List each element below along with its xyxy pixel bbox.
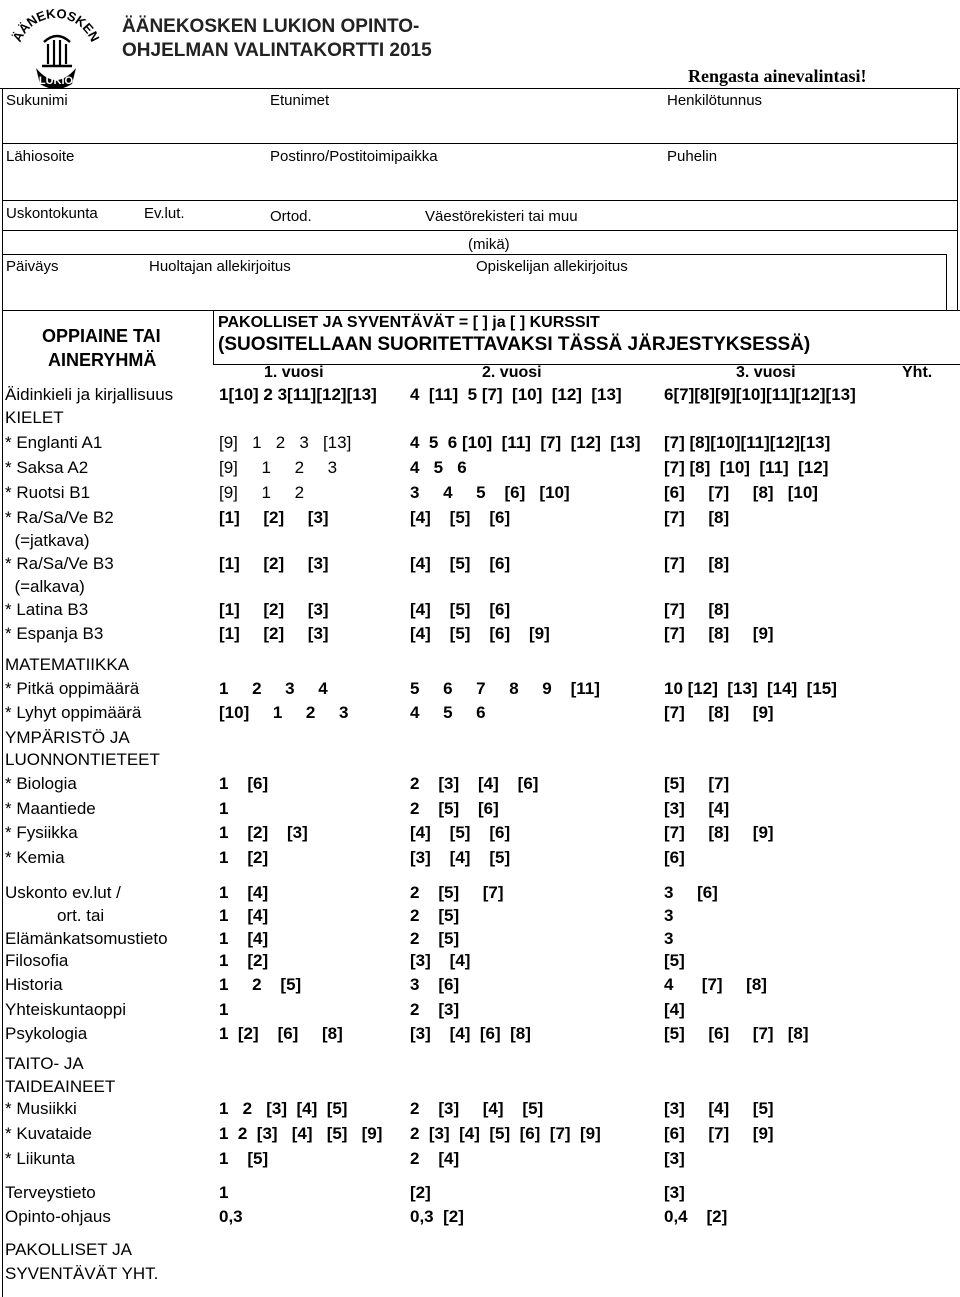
page-title-line1: ÄÄNEKOSKEN LUKION OPINTO-	[122, 16, 420, 37]
row-label: * Kemia	[5, 848, 65, 867]
lahiosoite-label: Lähiosoite	[6, 148, 75, 165]
course-cell-year3[interactable]: [3] [4]	[664, 799, 730, 818]
course-cell-year2[interactable]: 2 [3] [4] [5] [6] [7] [9]	[410, 1124, 601, 1143]
etunimet-label: Etunimet	[270, 92, 330, 109]
row-label: * Lyhyt oppimäärä	[5, 703, 142, 722]
row-label: Terveystieto	[5, 1183, 96, 1202]
course-cell-year2[interactable]: 3 4 5 [6] [10]	[410, 483, 570, 502]
courses-header-line2: (SUOSITELLAAN SUORITETTAVAKSI TÄSSÄ JÄRJESTYKSESSÄ)	[218, 334, 811, 355]
instruction-text: Rengasta ainevalintasi!	[688, 66, 867, 86]
course-cell-year1[interactable]: 1	[219, 799, 229, 818]
row-label: Äidinkieli ja kirjallisuus	[5, 385, 174, 404]
course-cell-year1[interactable]: [1] [2] [3]	[219, 600, 329, 619]
course-cell-year2[interactable]: 4 5 6	[410, 458, 467, 477]
course-cell-year3[interactable]: [5] [6] [7] [8]	[664, 1024, 809, 1043]
subject-header-line2: AINERYHMÄ	[48, 350, 157, 370]
logo-text-top: ÄÄNEKOSKEN	[9, 5, 103, 45]
row-label: * Ra/Sa/Ve B3	[5, 554, 114, 573]
course-cell-year3[interactable]: [5] [7]	[664, 774, 730, 793]
course-cell-year1[interactable]: 1 [4]	[219, 929, 269, 948]
year3-header: 3. vuosi	[736, 364, 796, 381]
row-label: * Pitkä oppimäärä	[5, 679, 140, 698]
row-label: SYVENTÄVÄT YHT.	[5, 1264, 159, 1283]
row-label: (=jatkava)	[5, 531, 90, 550]
row-label: Uskonto ev.lut /	[5, 883, 121, 902]
course-cell-year1[interactable]: [9] 1 2 3 [13]	[219, 433, 352, 452]
course-cell-year3[interactable]: [7] [8] [9]	[664, 624, 774, 643]
row-label: * Liikunta	[5, 1149, 75, 1168]
course-cell-year1[interactable]: [1] [2] [3]	[219, 554, 329, 573]
course-cell-year1[interactable]: 1 [4]	[219, 883, 269, 902]
row-label: * Fysiikka	[5, 823, 78, 842]
course-cell-year2[interactable]: 2 [5]	[410, 906, 460, 925]
course-cell-year2[interactable]: [4] [5] [6]	[410, 600, 511, 619]
course-cell-year1[interactable]: 1 2 [3] [4] [5]	[219, 1099, 348, 1118]
row-label: * Saksa A2	[5, 458, 89, 477]
course-cell-year3[interactable]: [6]	[664, 848, 685, 867]
course-cell-year1[interactable]: 1 2 3 4	[219, 679, 328, 698]
course-cell-year2[interactable]: 2 [3]	[410, 1000, 460, 1019]
course-cell-year3[interactable]: 0,4 [2]	[664, 1207, 728, 1226]
course-cell-year3[interactable]: 3	[664, 929, 674, 948]
course-cell-year3[interactable]: [7] [8]	[664, 508, 730, 527]
course-cell-year3[interactable]: 6[7][8][9][10][11][12][13]	[664, 385, 856, 404]
sukunimi-label: Sukunimi	[6, 92, 68, 109]
year2-header: 2. vuosi	[482, 364, 542, 381]
row-label: YMPÄRISTÖ JA	[5, 728, 130, 747]
row-label: Psykologia	[5, 1024, 88, 1043]
course-cell-year2[interactable]: [3] [4]	[410, 951, 471, 970]
course-cell-year2[interactable]: 2 [5]	[410, 929, 460, 948]
vaestorekisteri-option[interactable]: Väestörekisteri tai muu	[425, 208, 578, 225]
row-label: * Kuvataide	[5, 1124, 92, 1143]
row-label: LUONNONTIETEET	[5, 750, 160, 769]
row-label: Elämänkatsomustieto	[5, 929, 168, 948]
course-cell-year1[interactable]: 1 [2] [6] [8]	[219, 1024, 343, 1043]
year1-header: 1. vuosi	[264, 364, 324, 381]
row-label: PAKOLLISET JA	[5, 1240, 132, 1259]
course-cell-year3[interactable]: [7] [8] [10] [11] [12]	[664, 458, 829, 477]
svg-text:ÄÄNEKOSKEN	[9, 6, 102, 44]
puhelin-label: Puhelin	[667, 148, 718, 165]
course-cell-year3[interactable]: 10 [12] [13] [14] [15]	[664, 679, 837, 698]
opiskelija-label: Opiskelijan allekirjoitus	[476, 258, 628, 275]
henkilotunnus-label: Henkilötunnus	[667, 92, 763, 109]
course-cell-year2[interactable]: 2 [4]	[410, 1149, 460, 1168]
row-label: Historia	[5, 975, 63, 994]
course-cell-year3[interactable]: 4 [7] [8]	[664, 975, 767, 994]
page-title-line2: OHJELMAN VALINTAKORTTI 2015	[122, 40, 432, 61]
course-cell-year1[interactable]: 1 [4]	[219, 906, 269, 925]
course-cell-year2[interactable]: [4] [5] [6]	[410, 554, 511, 573]
course-cell-year1[interactable]: 1 [2]	[219, 848, 269, 867]
course-cell-year2[interactable]: [4] [5] [6]	[410, 823, 511, 842]
row-label: * Espanja B3	[5, 624, 104, 643]
logo-text-bottom: LUKIO	[38, 75, 74, 87]
course-cell-year2[interactable]: 5 6 7 8 9 [11]	[410, 679, 600, 698]
evlut-option[interactable]: Ev.lut.	[144, 205, 185, 222]
row-label: * Biologia	[5, 774, 77, 793]
course-cell-year1[interactable]: [10] 1 2 3	[219, 703, 349, 722]
row-label: * Ra/Sa/Ve B2	[5, 508, 114, 527]
course-cell-year1[interactable]: [9] 1 2	[219, 483, 305, 502]
courses-header-line1: PAKOLLISET JA SYVENTÄVÄT = [ ] ja [ ] KURSSIT	[218, 314, 600, 331]
course-cell-year2[interactable]: [2]	[410, 1183, 431, 1202]
course-cell-year3[interactable]: [4]	[664, 1000, 685, 1019]
course-cell-year3[interactable]: [7] [8] [9]	[664, 823, 774, 842]
row-label: Filosofia	[5, 951, 69, 970]
paivays-label: Päiväys	[6, 258, 59, 275]
row-label: * Maantiede	[5, 799, 96, 818]
course-cell-year3[interactable]: [7] [8][10][11][12][13]	[664, 433, 831, 452]
course-cell-year2[interactable]: 0,3 [2]	[410, 1207, 464, 1226]
course-cell-year1[interactable]: 1 2 [5]	[219, 975, 302, 994]
row-label: Yhteiskuntaoppi	[5, 1000, 126, 1019]
course-cell-year1[interactable]: 1 [2]	[219, 951, 269, 970]
course-cell-year3[interactable]: [7] [8]	[664, 554, 730, 573]
course-cell-year1[interactable]: 1 [2] [3]	[219, 823, 308, 842]
row-label: * Latina B3	[5, 600, 89, 619]
row-label: ort. tai	[5, 906, 105, 925]
course-cell-year1[interactable]: 1	[219, 1000, 229, 1019]
huoltaja-label: Huoltajan allekirjoitus	[149, 258, 291, 275]
row-label: TAITO- JA	[5, 1054, 84, 1073]
course-cell-year1[interactable]: 0,3	[219, 1207, 243, 1226]
course-cell-year3[interactable]: [7] [8]	[664, 600, 730, 619]
uskontokunta-label: Uskontokunta	[6, 205, 98, 222]
course-cell-year2[interactable]: [4] [5] [6]	[410, 508, 511, 527]
row-label: KIELET	[5, 408, 64, 427]
course-cell-year1[interactable]: [1] [2] [3]	[219, 508, 329, 527]
course-cell-year1[interactable]: [1] [2] [3]	[219, 624, 329, 643]
course-cell-year3[interactable]: [5]	[664, 951, 685, 970]
row-label: Opinto-ohjaus	[5, 1207, 111, 1226]
row-label: TAIDEAINEET	[5, 1077, 116, 1096]
ortod-option[interactable]: Ortod.	[270, 208, 312, 225]
course-cell-year2[interactable]: 4 5 6	[410, 703, 486, 722]
row-label: * Englanti A1	[5, 433, 103, 452]
course-cell-year1[interactable]: 1 2 [3] [4] [5] [9]	[219, 1124, 383, 1143]
course-cell-year2[interactable]: 3 [6]	[410, 975, 460, 994]
row-label: * Ruotsi B1	[5, 483, 91, 502]
course-cell-year3[interactable]: [7] [8] [9]	[664, 703, 774, 722]
total-header: Yht.	[902, 364, 933, 381]
row-label: MATEMATIIKKA	[5, 655, 130, 674]
course-cell-year2[interactable]: [3] [4] [5]	[410, 848, 511, 867]
course-cell-year3[interactable]: 3 [6]	[664, 883, 718, 902]
course-cell-year3[interactable]: [3]	[664, 1183, 685, 1202]
row-label: (=alkava)	[5, 577, 85, 596]
course-cell-year1[interactable]: 1 [6]	[219, 774, 269, 793]
course-cell-year2[interactable]: 2 [3] [4] [6]	[410, 774, 539, 793]
course-cell-year3[interactable]: [6] [7] [8] [10]	[664, 483, 818, 502]
course-cell-year2[interactable]: 2 [3] [4] [5]	[410, 1099, 544, 1118]
course-cell-year1[interactable]: 1	[219, 1183, 229, 1202]
course-cell-year1[interactable]: 1 [5]	[219, 1149, 269, 1168]
course-cell-year1[interactable]: 1[10] 2 3[11][12][13]	[219, 385, 377, 404]
course-cell-year2[interactable]: 2 [5] [7]	[410, 883, 504, 902]
postinro-label: Postinro/Postitoimipaikka	[270, 148, 438, 165]
course-cell-year1[interactable]: [9] 1 2 3	[219, 458, 338, 477]
course-cell-year3[interactable]: [3] [4] [5]	[664, 1099, 774, 1118]
mika-label: (mikä)	[468, 236, 510, 253]
course-cell-year2[interactable]: 4 [11] 5 [7] [10] [12] [13]	[410, 385, 622, 404]
course-cell-year2[interactable]: [3] [4] [6] [8]	[410, 1024, 531, 1043]
course-cell-year2[interactable]: [4] [5] [6] [9]	[410, 624, 550, 643]
course-cell-year2[interactable]: 2 [5] [6]	[410, 799, 499, 818]
school-logo	[8, 4, 104, 92]
course-cell-year3[interactable]: 3	[664, 906, 674, 925]
subject-header-line1: OPPIAINE TAI	[42, 326, 161, 346]
course-cell-year3[interactable]: [6] [7] [9]	[664, 1124, 774, 1143]
course-cell-year3[interactable]: [3]	[664, 1149, 685, 1168]
course-cell-year2[interactable]: 4 5 6 [10] [11] [7] [12] [13]	[410, 433, 641, 452]
row-label: * Musiikki	[5, 1099, 77, 1118]
